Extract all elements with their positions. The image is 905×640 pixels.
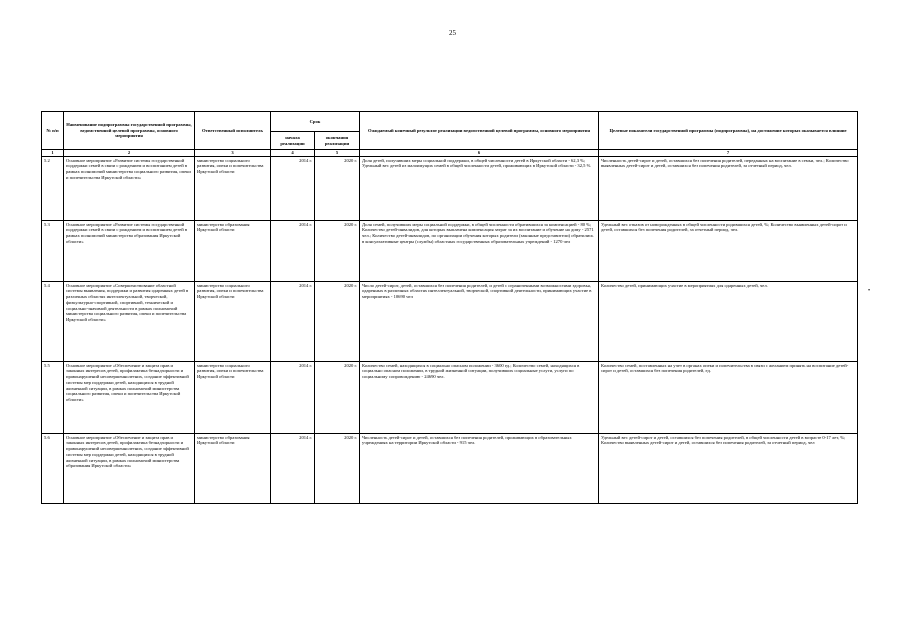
row-number: 5.6 xyxy=(42,433,64,503)
header-num: № п/п xyxy=(42,112,64,150)
row-start: 2014 г. xyxy=(271,220,315,281)
column-number: 4 xyxy=(271,150,315,157)
header-start: начала реализации xyxy=(271,132,315,150)
row-indicators: Численность детей-сирот и детей, оставшихся без попечения родителей, переданных на воспитание в семьи, чел.; Количество выявленных детей-сирот и детей, оставшихся без попечения родителей, за отчетный период, чел. xyxy=(599,156,858,220)
column-number: 6 xyxy=(360,150,599,157)
row-number: 5.4 xyxy=(42,281,64,361)
row-start: 2014 г. xyxy=(271,156,315,220)
table-row xyxy=(42,433,858,503)
header-term: Срок xyxy=(271,112,360,132)
table-row xyxy=(42,281,858,361)
row-name: Основное мероприятие «Обеспечение и защита прав и законных интересов детей, профилактика безнадзорности и правонарушений несовершеннолетних, создание эффективной системы мер поддержки детей, находящихся в трудной жизненной ситуации, в рамках полномочий министерства социального развития, опеки и попечительства Иркутской области» xyxy=(64,361,195,433)
row-name: Основное мероприятие «Развитие системы государственной поддержки семей в связи с рождением и воспитанием детей в рамках полномочий министерства социального развития, опеки и попечительства Иркутской области» xyxy=(64,156,195,220)
table-row xyxy=(42,156,858,220)
row-indicators: Количество детей, принимающих участие в мероприятиях для одаренных детей, чел. xyxy=(599,281,858,361)
row-start: 2014 г. xyxy=(271,433,315,503)
row-end: 2020 г. xyxy=(315,361,360,433)
header-end: окончания реализации xyxy=(315,132,360,150)
row-indicators: Удельный вес детей-сирот и детей, оставшихся без попечения родителей, в общей численности детей в возрасте 0-17 лет, %; Количество выявленных детей-сирот и детей, оставшихся без попечения родителей, за отчетный период, чел xyxy=(599,433,858,503)
row-number: 5.2 xyxy=(42,156,64,220)
row-result: Доля семей, получивших меры социальной поддержки, в общей численности обратившихся за компенсацией - 80 %; Количество детей-инвалидов, для которых выплачена компенсация затрат за их воспитание и обучение на дому - 2571 чел.; Количество детей-инвалидов, по организации обучения которых родители (законные представители) обратились в консультативные центры (службы) областных государственных образовательных учреждений - 1270 чел xyxy=(360,220,599,281)
header-name: Наименование подпрограммы государственной программы, ведомственной целевой программы, основного мероприятия xyxy=(64,112,195,150)
row-executor: министерство социального развития, опеки и попечительства Иркутской области xyxy=(195,361,271,433)
row-number: 5.3 xyxy=(42,220,64,281)
row-result: Численность детей-сирот и детей, оставшихся без попечения родителей, проживающих в образовательных учреждениях на территории Иркутской области - 915 чел. xyxy=(360,433,599,503)
column-number: 5 xyxy=(315,150,360,157)
row-end: 2020 г. xyxy=(315,433,360,503)
row-end: 2020 г. xyxy=(315,156,360,220)
row-name: Основное мероприятие «Обеспечение и защита прав и законных интересов детей, профилактика безнадзорности и правонарушений несовершеннолетних, создание эффективной системы мер поддержки детей, находящихся в трудной жизненной ситуации, в рамках полномочий министерства образования Иркутской области» xyxy=(64,433,195,503)
row-end: 2020 г. xyxy=(315,281,360,361)
row-indicators: Удельный вес отказов от новорожденных в общей численности родившихся детей, %; Количество выявленных детей-сирот и детей, оставшихся без попечения родителей, за отчетный период, чел. xyxy=(599,220,858,281)
header-indicators: Целевые показатели государственной программы (подпрограммы), на достижение которых оказывается влияние xyxy=(599,112,858,150)
row-result: Количество семей, находящихся в социально опасном положении - 3600 ед.; Количество семей, находящихся в социально опасном положении, в трудной жизненной ситуации, получивших социальные услуги, услуги по социальному сопровождению - 24690 чел. xyxy=(360,361,599,433)
row-name: Основное мероприятие «Развитие системы государственной поддержки семей в связи с рождением и воспитанием детей в рамках полномочий министерства образования Иркутской области» xyxy=(64,220,195,281)
row-executor: министерство социального развития, опеки и попечительства Иркутской области xyxy=(195,281,271,361)
row-executor: министерство социального развития, опеки и попечительства Иркутской области xyxy=(195,156,271,220)
row-start: 2014 г. xyxy=(271,281,315,361)
page-number: 25 xyxy=(449,29,456,37)
header-row xyxy=(42,112,858,132)
column-numbers-row xyxy=(42,150,858,157)
header-executor: Ответственный исполнитель xyxy=(195,112,271,150)
column-number: 2 xyxy=(64,150,195,157)
program-table xyxy=(41,111,858,504)
row-executor: министерство образования Иркутской области xyxy=(195,433,271,503)
row-name: Основное мероприятие «Совершенствование областной системы выявления, поддержки и развития одаренных детей в различных областях интеллектуальной, творческой, физкультурно-спортивной, спортивной, технической и социально-значимой деятельности в рамках полномочий министерства социального развития, опеки и попечительства Иркутской области» xyxy=(64,281,195,361)
row-start: 2014 г. xyxy=(271,361,315,433)
row-end: 2020 г. xyxy=(315,220,360,281)
column-number: 7 xyxy=(599,150,858,157)
row-result: Доля детей, получивших меры социальной поддержки, в общей численности детей в Иркутской области - 62,3 %; Удельный вес детей из малоимущих семей в общей численности детей, проживающих в Иркутской области - 32,5 % xyxy=(360,156,599,220)
side-mark: • xyxy=(868,288,871,294)
column-number: 3 xyxy=(195,150,271,157)
row-result: Число детей-сирот, детей, оставшихся без попечения родителей, и детей с ограниченными возможностями здоровья, одаренных в различных областях интеллектуальной, творческой, спортивной деятельности, принимающих участие в мероприятиях - 10690 чел xyxy=(360,281,599,361)
table-row xyxy=(42,220,858,281)
table-row xyxy=(42,361,858,433)
row-executor: министерство образования Иркутской области xyxy=(195,220,271,281)
column-number: 1 xyxy=(42,150,64,157)
header-result: Ожидаемый конечный результат реализации ведомственной целевой программы, основного мероприятия xyxy=(360,112,599,150)
row-number: 5.5 xyxy=(42,361,64,433)
row-indicators: Количество семей, поставленных на учет в органах опеки и попечительства в связи с желанием принять на воспитание детей-сирот и детей, оставшихся без попечения родителей, ед. xyxy=(599,361,858,433)
